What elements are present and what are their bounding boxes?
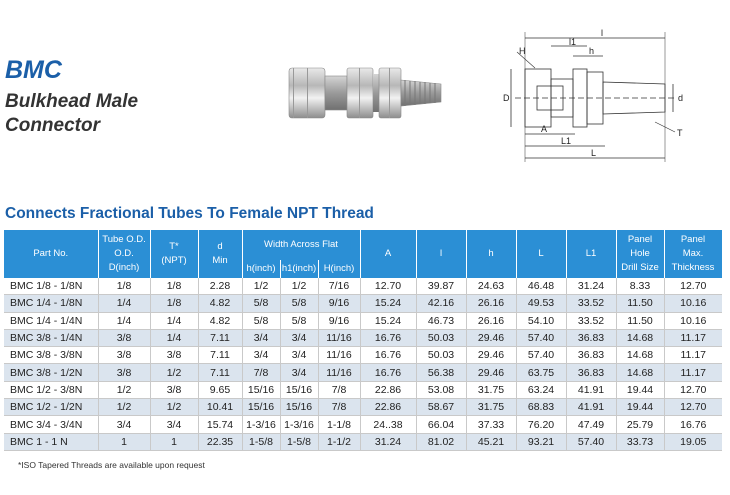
spec-table: [4, 230, 723, 451]
table-cell: 1/2: [242, 278, 280, 295]
label-A: A: [541, 124, 548, 134]
table-cell: 26.16: [466, 295, 516, 312]
table-cell: 57.40: [566, 433, 616, 450]
product-name-line2: Connector: [5, 115, 100, 136]
product-name-line1: Bulkhead Male: [5, 91, 139, 112]
col-t-npt: T* (NPT): [150, 230, 198, 278]
table-cell: 10.16: [664, 295, 722, 312]
table-cell: 22.35: [198, 433, 242, 450]
table-row: [4, 329, 722, 346]
table-cell: 33.73: [616, 433, 664, 450]
table-cell: 36.83: [566, 347, 616, 364]
col-panel-max: Panel Max. Thickness: [664, 230, 722, 278]
table-cell: 9/16: [318, 295, 360, 312]
table-cell: 4.82: [198, 312, 242, 329]
product-code: BMC: [5, 56, 62, 84]
table-cell: 19.44: [616, 381, 664, 398]
table-cell: 8.33: [616, 278, 664, 295]
table-cell: 1-5/8: [280, 433, 318, 450]
table-cell: 24..38: [360, 416, 416, 433]
table-row: [4, 433, 722, 450]
table-cell: 3/8: [98, 364, 150, 381]
table-cell: 1/4: [98, 312, 150, 329]
table-cell: 14.68: [616, 329, 664, 346]
table-cell: 22.86: [360, 381, 416, 398]
table-cell: 54.10: [516, 312, 566, 329]
technical-drawing: [495, 24, 695, 174]
table-cell: 15/16: [242, 399, 280, 416]
table-cell: 58.67: [416, 399, 466, 416]
table-cell: 1: [150, 433, 198, 450]
table-cell: 50.03: [416, 347, 466, 364]
table-cell: 15/16: [242, 381, 280, 398]
table-cell: 36.83: [566, 329, 616, 346]
table-cell: 15.24: [360, 295, 416, 312]
table-cell: 63.75: [516, 364, 566, 381]
table-cell: 7/8: [242, 364, 280, 381]
table-cell: 1-5/8: [242, 433, 280, 450]
table-cell: 2.28: [198, 278, 242, 295]
table-cell: 11.17: [664, 364, 722, 381]
table-cell: 66.04: [416, 416, 466, 433]
table-cell: 26.16: [466, 312, 516, 329]
label-D: D: [503, 93, 510, 103]
table-cell: 1/2: [280, 278, 318, 295]
table-cell: 7.11: [198, 329, 242, 346]
table-cell: 46.73: [416, 312, 466, 329]
table-cell: 3/4: [280, 329, 318, 346]
table-cell: 15/16: [280, 399, 318, 416]
col-L1: L1: [566, 230, 616, 278]
table-cell: 11.50: [616, 295, 664, 312]
table-cell: 12.70: [664, 278, 722, 295]
table-row: [4, 278, 722, 295]
table-cell: 1/8: [98, 278, 150, 295]
table-cell: 57.40: [516, 329, 566, 346]
table-cell: 11.17: [664, 347, 722, 364]
col-tube-od: Tube O.D. O.D. D(inch): [98, 230, 150, 278]
table-cell: 11/16: [318, 329, 360, 346]
table-cell: 24.63: [466, 278, 516, 295]
table-cell: 29.46: [466, 329, 516, 346]
table-cell: 49.53: [516, 295, 566, 312]
table-cell: 29.46: [466, 347, 516, 364]
table-cell: BMC 1/4 - 1/4N: [4, 312, 98, 329]
table-cell: 1/4: [98, 295, 150, 312]
table-cell: 5/8: [242, 295, 280, 312]
table-cell: 19.05: [664, 433, 722, 450]
table-cell: 15/16: [280, 381, 318, 398]
table-cell: 3/8: [98, 347, 150, 364]
table-header: [4, 230, 722, 278]
table-subtitle: Connects Fractional Tubes To Female NPT Thread: [5, 205, 374, 222]
table-cell: 10.41: [198, 399, 242, 416]
table-cell: 1-3/16: [280, 416, 318, 433]
footnote: *ISO Tapered Threads are available upon request: [18, 460, 205, 470]
table-cell: 39.87: [416, 278, 466, 295]
col-L: L: [516, 230, 566, 278]
table-cell: 4.82: [198, 295, 242, 312]
table-row: [4, 381, 722, 398]
col-panel-hole: Panel Hole Drill Size: [616, 230, 664, 278]
table-cell: 25.79: [616, 416, 664, 433]
col-width-across-flat: Width Across Flat: [242, 230, 360, 260]
label-d: d: [678, 93, 684, 103]
table-cell: 33.52: [566, 295, 616, 312]
table-row: [4, 416, 722, 433]
table-row: [4, 364, 722, 381]
table-cell: 7/8: [318, 399, 360, 416]
table-row: [4, 399, 722, 416]
table-cell: 57.40: [516, 347, 566, 364]
product-header: [0, 0, 730, 190]
table-cell: 33.52: [566, 312, 616, 329]
table-cell: 15.24: [360, 312, 416, 329]
table-cell: 14.68: [616, 347, 664, 364]
table-cell: 15.74: [198, 416, 242, 433]
table-cell: 7.11: [198, 364, 242, 381]
table-cell: BMC 1/2 - 3/8N: [4, 381, 98, 398]
table-cell: 5/8: [280, 295, 318, 312]
table-cell: 11.17: [664, 329, 722, 346]
table-cell: 16.76: [360, 329, 416, 346]
table-cell: 76.20: [516, 416, 566, 433]
table-cell: 56.38: [416, 364, 466, 381]
table-cell: 12.70: [360, 278, 416, 295]
label-l: l: [601, 28, 603, 38]
table-row: [4, 295, 722, 312]
table-cell: 11/16: [318, 364, 360, 381]
table-cell: 5/8: [280, 312, 318, 329]
label-L: L: [591, 148, 597, 158]
table-cell: 1-1/8: [318, 416, 360, 433]
table-cell: 1-1/2: [318, 433, 360, 450]
table-cell: 16.76: [360, 364, 416, 381]
table-cell: BMC 3/4 - 3/4N: [4, 416, 98, 433]
label-T: T: [677, 128, 683, 138]
table-cell: 3/8: [98, 329, 150, 346]
label-H: H: [519, 46, 526, 56]
table-cell: 16.76: [664, 416, 722, 433]
col-h: h: [466, 230, 516, 278]
table-cell: 1/2: [98, 381, 150, 398]
table-cell: BMC 1/2 - 1/2N: [4, 399, 98, 416]
table-cell: 3/8: [150, 347, 198, 364]
table-cell: 12.70: [664, 399, 722, 416]
table-cell: 31.24: [360, 433, 416, 450]
table-cell: 1/2: [98, 399, 150, 416]
table-cell: 41.91: [566, 399, 616, 416]
table-cell: 11.50: [616, 312, 664, 329]
table-cell: 1-3/16: [242, 416, 280, 433]
table-cell: 7.11: [198, 347, 242, 364]
table-cell: 9/16: [318, 312, 360, 329]
table-cell: 31.75: [466, 381, 516, 398]
table-cell: BMC 1/8 - 1/8N: [4, 278, 98, 295]
label-h: h: [589, 46, 595, 56]
table-cell: 7/16: [318, 278, 360, 295]
col-H-inch: H(inch): [318, 260, 360, 278]
table-cell: 3/4: [280, 347, 318, 364]
table-cell: 3/4: [242, 329, 280, 346]
table-cell: 12.70: [664, 381, 722, 398]
table-cell: 14.68: [616, 364, 664, 381]
table-body: [4, 278, 722, 450]
table-cell: 81.02: [416, 433, 466, 450]
table-cell: 9.65: [198, 381, 242, 398]
product-name: [5, 90, 185, 138]
table-cell: 10.16: [664, 312, 722, 329]
col-d-min: d Min: [198, 230, 242, 278]
table-cell: 41.91: [566, 381, 616, 398]
table-cell: 1/8: [150, 278, 198, 295]
table-cell: 3/4: [150, 416, 198, 433]
table-cell: 1/2: [150, 364, 198, 381]
table-cell: 29.46: [466, 364, 516, 381]
table-cell: BMC 3/8 - 3/8N: [4, 347, 98, 364]
table-cell: 93.21: [516, 433, 566, 450]
table-cell: BMC 3/8 - 1/2N: [4, 364, 98, 381]
table-cell: 68.83: [516, 399, 566, 416]
col-h1-inch: h1(inch): [280, 260, 318, 278]
table-cell: 36.83: [566, 364, 616, 381]
table-cell: 3/4: [242, 347, 280, 364]
table-cell: 1/4: [150, 312, 198, 329]
table-cell: 31.75: [466, 399, 516, 416]
col-A: A: [360, 230, 416, 278]
table-cell: 11/16: [318, 347, 360, 364]
col-l: l: [416, 230, 466, 278]
table-cell: 63.24: [516, 381, 566, 398]
product-photo: [283, 58, 453, 128]
table-cell: 3/4: [280, 364, 318, 381]
table-cell: 31.24: [566, 278, 616, 295]
table-cell: 16.76: [360, 347, 416, 364]
table-cell: 5/8: [242, 312, 280, 329]
table-cell: 50.03: [416, 329, 466, 346]
table-cell: 42.16: [416, 295, 466, 312]
table-cell: 3/8: [150, 381, 198, 398]
table-cell: 1/2: [150, 399, 198, 416]
table-cell: 46.48: [516, 278, 566, 295]
col-h-inch: h(inch): [242, 260, 280, 278]
label-L1: L1: [561, 136, 572, 146]
table-cell: 7/8: [318, 381, 360, 398]
table-cell: BMC 1 - 1 N: [4, 433, 98, 450]
table-cell: 45.21: [466, 433, 516, 450]
table-cell: 53.08: [416, 381, 466, 398]
table-cell: 47.49: [566, 416, 616, 433]
table-cell: BMC 3/8 - 1/4N: [4, 329, 98, 346]
table-cell: 1/8: [150, 295, 198, 312]
col-part-no: Part No.: [4, 230, 98, 278]
table-row: [4, 312, 722, 329]
table-cell: 1: [98, 433, 150, 450]
table-cell: 22.86: [360, 399, 416, 416]
table-row: [4, 347, 722, 364]
label-l1: l1: [569, 37, 577, 47]
table-cell: 3/4: [98, 416, 150, 433]
table-cell: BMC 1/4 - 1/8N: [4, 295, 98, 312]
table-cell: 37.33: [466, 416, 516, 433]
table-cell: 19.44: [616, 399, 664, 416]
table-cell: 1/4: [150, 329, 198, 346]
